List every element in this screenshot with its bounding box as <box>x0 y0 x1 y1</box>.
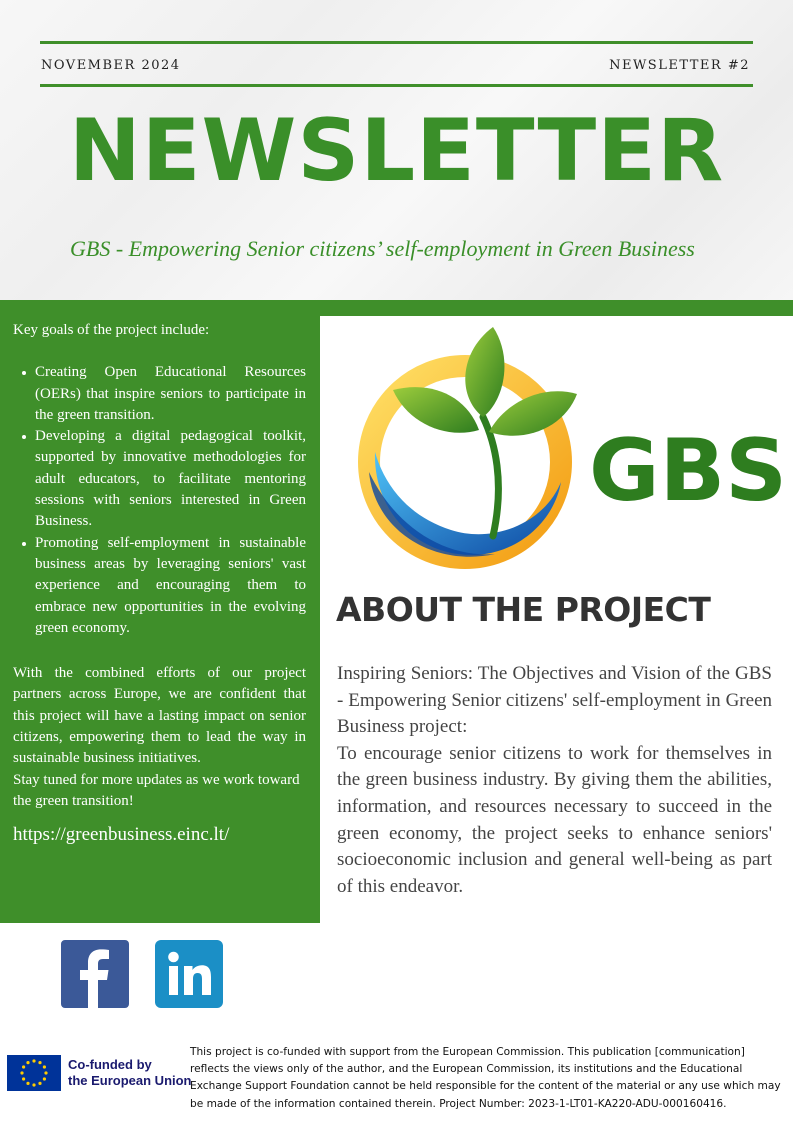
website-link[interactable]: https://greenbusiness.einc.lt/ <box>13 824 230 846</box>
project-tagline: GBS - Empowering Senior citizens’ self-employment in Green Business <box>70 236 695 261</box>
about-text <box>337 661 772 900</box>
goals-panel <box>0 300 320 923</box>
goal-item: Promoting self-employment in sustainable business areas by leveraging seniors' vast experience and encouraging them to embrace new opportunities in the evolving green economy. <box>22 533 306 639</box>
goals-heading: Key goals of the project include: <box>13 322 210 338</box>
facebook-glyph <box>61 940 129 1008</box>
linkedin-glyph <box>155 940 223 1008</box>
facebook-icon[interactable] <box>61 940 129 1008</box>
stay-tuned-text: Stay tuned for more updates as we work toward the green transition! <box>13 771 300 809</box>
about-body: To encourage senior citizens to work for themselves in the green business industry. By giving them the abilities, information, and resources necessary to succeed in the green economy, the project seeks to enhance seniors' socioeconomic inclusion and general well-being as part of this endeavor. <box>337 742 772 897</box>
gbs-logo <box>355 322 788 572</box>
goal-item: Developing a digital pedagogical toolkit, supported by innovative methodologies for adult educators, to facilitate mentoring sessions with seniors interested in Green Business. <box>22 426 306 532</box>
eu-line-2: the European Union <box>68 1073 192 1088</box>
logo-stem <box>483 417 498 536</box>
about-title: ABOUT THE PROJECT <box>336 590 711 629</box>
issue-date: NOVEMBER 2024 <box>41 58 181 73</box>
eu-line-1: Co-funded by <box>68 1057 152 1072</box>
goal-item: Creating Open Educational Resources (OERs) that inspire seniors to participate in the green transition. <box>22 362 306 426</box>
eu-funding-label <box>68 1057 192 1089</box>
header-top-rule <box>40 41 753 44</box>
funding-disclaimer: This project is co-funded with support from the European Commission. This publication [communication] reflects the views only of the author, and the European Commission, its institutions and the Educational Exchange Support Foundation cannot be held responsible for the content of the material or any use which may be made of the information contained therein. Project Number: 2023-1-LT01-KA220-ADU-000160416. <box>190 1046 781 1110</box>
issue-number: NEWSLETTER #2 <box>609 58 750 73</box>
about-intro: Inspiring Seniors: The Objectives and Vision of the GBS - Empowering Senior citizens' self-employment in Green Business project: <box>337 663 772 738</box>
header <box>0 0 793 300</box>
linkedin-icon[interactable] <box>155 940 223 1008</box>
goals-list <box>13 362 306 639</box>
header-bottom-rule <box>40 84 753 87</box>
eu-flag-icon <box>7 1055 61 1091</box>
masthead-title: NEWSLETTER <box>68 101 725 201</box>
logo-text: GBS <box>589 421 788 521</box>
logo-leaf-top <box>465 327 504 417</box>
closing-paragraph: With the combined efforts of our project partners across Europe, we are confident that this project will have a lasting impact on senior citizens, empowering them to lead the way in sustainable business initiatives. <box>13 665 306 767</box>
logo-leaf-left <box>393 387 479 433</box>
